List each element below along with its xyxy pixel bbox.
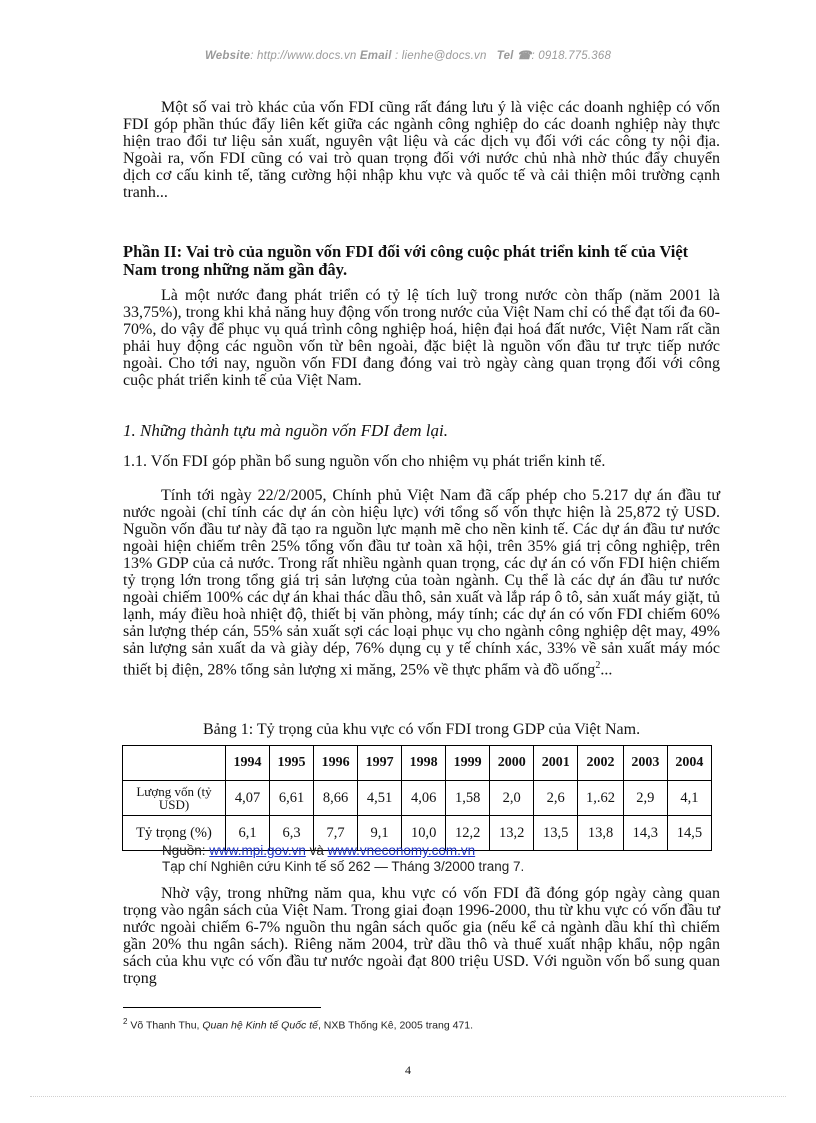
table-cell: 2,6	[534, 781, 578, 816]
table-cell: 13,2	[490, 816, 534, 851]
section11-title: 1.1. Vốn FDI góp phần bổ sung nguồn vốn cho nhiệm vụ phát triển kinh tế.	[123, 453, 606, 470]
year-cell: 1996	[314, 746, 358, 781]
table-cell: 9,1	[358, 816, 402, 851]
year-cell: 2004	[667, 746, 711, 781]
year-cell: 2002	[578, 746, 624, 781]
part2-paragraph: Là một nước đang phát triển có tỷ lệ tích luỹ trong nước còn thấp (năm 2001 là 33,75%), trong khi khả năng huy động vốn trong nước của Việt Nam chỉ có thể đạt tối đa 60-70%, do vậy để phục vụ quá trình công nghiệp hoá, hiện đại hoá đất nước, Việt Nam rất cần phải huy động các nguồn vốn từ bên ngoài, đặc biệt là nguồn vốn đầu tư trực tiếp nước ngoài. Cho tới nay, nguồn vốn FDI đang đóng vai trò ngày càng quan trọng đối với công cuộc phát triển kinh tế của Việt Nam.	[123, 287, 720, 389]
table-cell: 1,58	[446, 781, 490, 816]
table-cell: 4,51	[358, 781, 402, 816]
table-corner-cell	[123, 746, 226, 781]
table-cell: 6,3	[270, 816, 314, 851]
year-cell: 2003	[623, 746, 667, 781]
source-journal: Tạp chí Nghiên cứu Kinh tế số 262 — Tháng 3/2000 trang 7.	[162, 859, 525, 874]
table-cell: 12,2	[446, 816, 490, 851]
email-value: : lienhe@docs.vn	[391, 50, 487, 62]
footnote-reference[interactable]: 2	[595, 660, 601, 671]
table-cell: 14,3	[623, 816, 667, 851]
year-cell: 1994	[226, 746, 270, 781]
table-row	[123, 781, 712, 816]
table-cell: 6,61	[270, 781, 314, 816]
footnote-number: 2	[123, 1017, 128, 1026]
table-cell: 7,7	[314, 816, 358, 851]
part2-heading: Phần II: Vai trò của nguồn vốn FDI đối với công cuộc phát triển kinh tế của Việt Nam trong những năm gần đây.	[123, 242, 689, 279]
final-paragraph: Nhờ vậy, trong những năm qua, khu vực có vốn FDI đã đóng góp ngày càng quan trọng vào ngân sách của Việt Nam. Trong giai đoạn 1996-2000, thu từ khu vực có vốn đầu tư nước ngoài chiếm 6-7% nguồn thu ngân sách quốc gia (nếu kể cả ngành dầu khí thì chiếm gần 20% thu ngân sách). Riêng năm 2004, trừ dầu thô và thuế xuất nhập khẩu, nộp ngân sách của khu vực có vốn đầu tư nước ngoài đạt 800 triệu USD. Với nguồn vốn bổ sung quan trọng	[123, 885, 720, 987]
ellipsis: ...	[600, 661, 613, 679]
table-header-row	[123, 746, 712, 781]
table-source	[162, 843, 722, 875]
year-cell: 2000	[490, 746, 534, 781]
intro-paragraph: Một số vai trò khác của vốn FDI cũng rất đáng lưu ý là việc các doanh nghiệp có vốn FDI góp phần thúc đẩy liên kết giữa các ngành công nghiệp do các doanh nghiệp này thực hiện trao đổi tư liệu sản xuất, nguyên vật liệu và các dịch vụ đối với các công ty nội địa. Ngoài ra, vốn FDI cũng có vai trò quan trọng đối với nước chủ nhà nhờ thúc đẩy chuyển dịch cơ cấu kinh tế, tăng cường hội nhập khu vực và quốc tế và cải thiện môi trường cạnh tranh...	[123, 99, 720, 201]
page-number: 4	[405, 1063, 411, 1077]
source-conj: và	[305, 843, 328, 858]
row-label-share: Tỷ trọng (%)	[123, 816, 226, 851]
website-label: Website	[204, 50, 251, 62]
table-cell: 8,66	[314, 781, 358, 816]
source-prefix: Nguồn:	[162, 843, 210, 858]
email-label: Email	[359, 50, 392, 62]
table-cell: 14,5	[667, 816, 711, 851]
table-cell: 4,06	[402, 781, 446, 816]
section1-title: 1. Những thành tựu mà nguồn vốn FDI đem lại.	[123, 421, 448, 440]
footnote-title: Quan hệ Kinh tế Quốc tế	[202, 1019, 318, 1032]
footnote-rest: , NXB Thống Kê, 2005 trang 471.	[317, 1019, 474, 1032]
mpi-link[interactable]: www.mpi.gov.vn	[209, 843, 306, 858]
table-cell: 10,0	[402, 816, 446, 851]
table-caption: Bảng 1: Tỷ trọng của khu vực có vốn FDI trong GDP của Việt Nam.	[202, 721, 641, 738]
vneconomy-link[interactable]: www.vneconomy.com.vn	[327, 843, 476, 858]
year-cell: 1997	[358, 746, 402, 781]
table-cell: 4,1	[667, 781, 711, 816]
tel-value: : 0918.775.368	[531, 50, 612, 62]
footnote-divider	[123, 1007, 321, 1008]
table-cell: 6,1	[226, 816, 270, 851]
table-cell: 2,9	[623, 781, 667, 816]
section11-paragraph	[123, 487, 720, 678]
table-cell: 13,8	[578, 816, 624, 851]
year-cell: 2001	[534, 746, 578, 781]
table-cell: 4,07	[226, 781, 270, 816]
table-cell: 2,0	[490, 781, 534, 816]
row-label-capital: Lượng vốn (tỷ USD)	[123, 781, 226, 816]
year-cell: 1995	[270, 746, 314, 781]
footnote	[123, 1017, 720, 1032]
table-cell: 13,5	[534, 816, 578, 851]
page-header	[0, 48, 816, 62]
tel-label: Tel ☎	[496, 50, 532, 62]
table-cell: 1,.62	[578, 781, 624, 816]
page-bottom-rule	[30, 1096, 786, 1097]
footnote-author: Võ Thanh Thu,	[127, 1019, 203, 1032]
fdi-gdp-table	[122, 745, 712, 851]
section11-text: Tính tới ngày 22/2/2005, Chính phủ Việt Nam đã cấp phép cho 5.217 dự án đầu tư nước ngoài (chỉ tính các dự án còn hiệu lực) với tổng số vốn thực hiện là 25,872 tỷ USD. Nguồn vốn đầu tư này đã tạo ra nguồn lực mạnh mẽ cho nền kinh tế. Các dự án đầu tư nước ngoài hiện chiếm trên 25% tổng vốn đầu tư toàn xã hội, trên 35% giá trị công nghiệp, trên 13% GDP của cả nước. Trong rất nhiều ngành quan trọng, các dự án có vốn FDI hiện chiếm tỷ trọng lớn trong tổng giá trị sản lượng của toàn ngành. Cụ thể là các dự án đầu tư nước ngoài chiếm 100% các dự án khai thác dầu thô, sản xuất và lắp ráp ô tô, sản xuất máy giặt, tủ lạnh, máy điều hoà nhiệt độ, thiết bị văn phòng, máy tính; các dự án có vốn FDI chiếm 60% sản lượng thép cán, 55% sản xuất sợi các loại phục vụ cho ngành công nghiệp dệt may, 49% sản lượng sản xuất da và giày dép, 76% dụng cụ y tế chính xác, 33% về sản xuất máy móc thiết bị điện, 28% tổng sản lượng xi măng, 25% về thực phẩm và đồ uống	[123, 487, 720, 679]
website-value: : http://www.docs.vn	[250, 50, 357, 62]
year-cell: 1999	[446, 746, 490, 781]
year-cell: 1998	[402, 746, 446, 781]
